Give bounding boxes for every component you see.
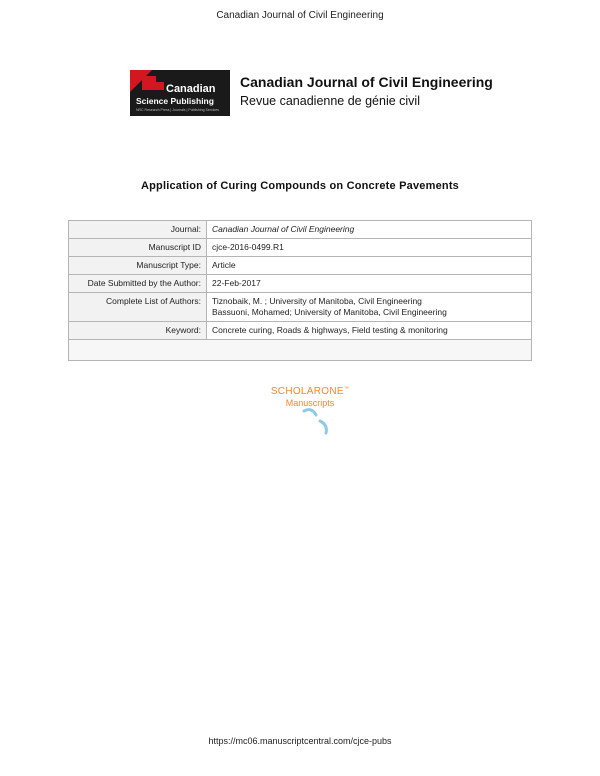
row-label: Journal: — [69, 221, 207, 239]
logo-red-small-square — [156, 82, 164, 90]
footer-url: https://mc06.manuscriptcentral.com/cjce-pubs — [208, 736, 392, 746]
row-value: cjce-2016-0499.R1 — [207, 239, 532, 257]
table-row — [69, 275, 532, 293]
table-row — [69, 293, 532, 322]
publisher-logo — [130, 70, 230, 116]
table-row-empty — [69, 340, 532, 361]
publisher-name-line2: Science Publishing — [136, 96, 214, 106]
scholarone-text: SCHOLARONE — [270, 386, 344, 397]
manuscript-metadata-table — [68, 220, 532, 361]
journal-title-english: Canadian Journal of Civil Engineering — [240, 74, 493, 90]
scholarone-mark-icon — [300, 405, 344, 435]
running-header: Canadian Journal of Civil Engineering — [216, 10, 384, 21]
paper-title: Application of Curing Compounds on Concrete Pavements — [140, 180, 459, 192]
publisher-tagline: NRC Research Press | Journals | Publishing Services — [136, 108, 219, 112]
publisher-name-line1: Canadian — [166, 83, 216, 95]
scholarone-wordmark — [270, 386, 350, 397]
row-value: Concrete curing, Roads & highways, Field testing & monitoring — [207, 322, 532, 340]
table-row — [69, 221, 532, 239]
row-value: Article — [207, 257, 532, 275]
row-label: Date Submitted by the Author: — [69, 275, 207, 293]
row-label: Manuscript Type: — [69, 257, 207, 275]
empty-cell — [69, 340, 532, 361]
journal-title-french: Revue canadienne de génie civil — [240, 94, 420, 108]
author-line-2: Bassuoni, Mohamed; University of Manitoba, Civil Engineering — [212, 307, 447, 317]
row-value: Canadian Journal of Civil Engineering — [207, 221, 532, 239]
table-row — [69, 322, 532, 340]
row-value — [207, 293, 532, 322]
author-line-1: Tiznobaik, M. ; University of Manitoba, Civil Engineering — [212, 296, 422, 306]
manuscripts-text: Manuscripts — [285, 398, 335, 408]
table-row — [69, 239, 532, 257]
table-row — [69, 257, 532, 275]
row-label: Keyword: — [69, 322, 207, 340]
row-label: Complete List of Authors: — [69, 293, 207, 322]
logo-red-square — [142, 76, 156, 90]
row-value: 22-Feb-2017 — [207, 275, 532, 293]
trademark-symbol: ™ — [343, 386, 350, 392]
row-label: Manuscript ID — [69, 239, 207, 257]
